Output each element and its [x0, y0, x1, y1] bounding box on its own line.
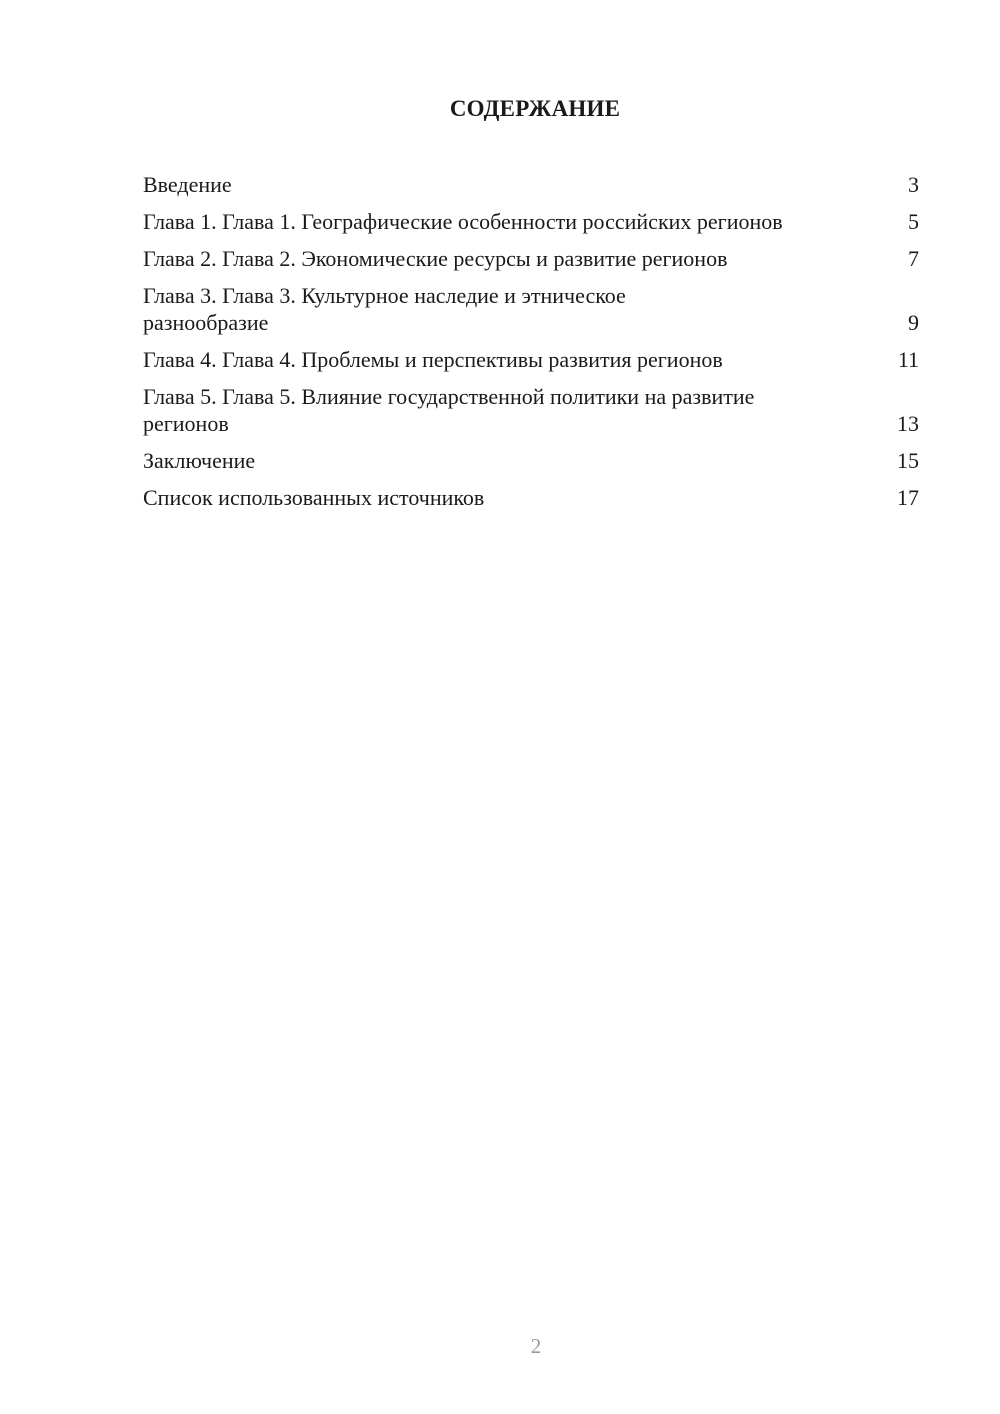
toc-entry-text: Глава 3. Глава 3. Культурное наследие и этническое разнообразие [143, 283, 626, 335]
toc-entry-chapter-3 [143, 282, 919, 336]
toc-entry-references [143, 484, 919, 511]
page-title: СОДЕРЖАНИЕ [449, 96, 621, 121]
toc-entry-text: Заключение [143, 448, 256, 473]
toc-entry-page: 13 [897, 411, 919, 436]
toc-entry-text: Введение [143, 172, 232, 197]
toc-entry-page: 3 [908, 172, 919, 197]
toc-entry-text: Список использованных источников [143, 485, 485, 510]
toc-entry-text: Глава 5. Глава 5. Влияние государственной политики на развитие регионов [143, 384, 755, 436]
toc-entry-page: 17 [897, 485, 919, 510]
toc-entry-page: 9 [908, 310, 919, 335]
toc-entry-chapter-2 [143, 245, 919, 272]
toc-entry-page: 15 [897, 448, 919, 473]
toc-entry-chapter-4 [143, 346, 919, 373]
page-number: 2 [530, 1334, 542, 1358]
toc-entry-chapter-5 [143, 383, 919, 437]
toc-entry-text: Глава 1. Глава 1. Географические особенности российских регионов [143, 209, 783, 234]
toc-entry-conclusion [143, 447, 919, 474]
toc-entry-chapter-1 [143, 208, 919, 235]
toc-entry-introduction [143, 171, 919, 198]
toc-entry-text: Глава 2. Глава 2. Экономические ресурсы и развитие регионов [143, 246, 728, 271]
toc-entry-text: Глава 4. Глава 4. Проблемы и перспективы развития регионов [143, 347, 723, 372]
toc-entry-page: 5 [908, 209, 919, 234]
toc-entry-page: 11 [897, 347, 919, 372]
toc-entry-page: 7 [908, 246, 919, 271]
table-of-contents [143, 171, 919, 521]
